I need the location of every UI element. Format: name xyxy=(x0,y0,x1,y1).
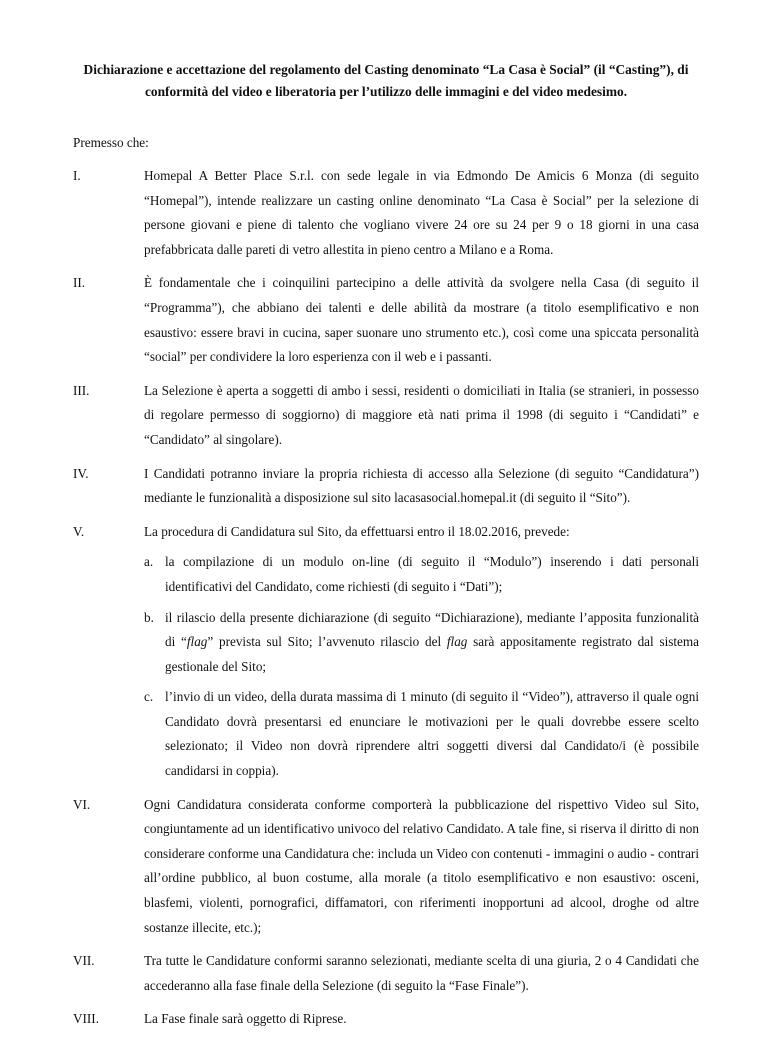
list-item xyxy=(73,793,699,941)
premises-list xyxy=(73,164,699,1041)
title-line-2: conformità del video e liberatoria per l’utilizzo delle immagini e del video medesimo. xyxy=(144,84,628,99)
sub-list-wrapper xyxy=(73,550,699,783)
list-item xyxy=(73,1007,699,1032)
item-number: VII. xyxy=(73,953,95,969)
sub-item-letter: a. xyxy=(144,554,154,570)
sub-list-item xyxy=(144,685,699,783)
intro-text: Premesso che: xyxy=(73,135,149,150)
item-text: Homepal A Better Place S.r.l. con sede legale in via Edmondo De Amicis 6 Monza (di seguito “Homepal”), intende realizzare un casting online denominato “La Casa è Social” per la selezione di persone giovani e piene di talento che vogliano vivere 24 ore su 24 per 9 o 18 giorni in una casa prefabbricata dalle pareti di vetro allestita in pieno centro a Milano e a Roma. xyxy=(144,168,699,257)
item-number: VI. xyxy=(73,796,91,812)
item-text: Ogni Candidatura considerata conforme comporterà la pubblicazione del rispettivo Video sul Sito, congiuntamente ad un identificativo univoco del relativo Candidato. A tale fine, si riserva il diritto di non considerare conforme una Candidatura che: includa un Video con contenuti - immagini o audio - contrari all’ordine pubblico, al buon costume, alla morale (a titolo esemplificativo e non esaustivo: osceni, blasfemi, violenti, pornografici, diffamatori, con riferimenti inopportuni ad alcool, droghe od altre sostanze illecite, etc.); xyxy=(144,796,699,935)
sub-list-item xyxy=(144,606,699,680)
list-item xyxy=(73,520,699,545)
document-title xyxy=(66,59,706,103)
item-number: II. xyxy=(73,275,86,291)
list-item xyxy=(73,164,699,262)
list-item xyxy=(73,462,699,511)
sub-item-letter: b. xyxy=(144,609,154,625)
sub-item-text-part: ” prevista sul Sito; l’avvenuto rilascio del xyxy=(207,634,447,650)
sub-list-item xyxy=(144,550,699,599)
item-text: La Fase finale sarà oggetto di Riprese. xyxy=(144,1011,347,1027)
item-text: La procedura di Candidatura sul Sito, da effettuarsi entro il 18.02.2016, prevede: xyxy=(144,523,570,539)
sub-item-text-part: sarà appositamente registrato dal sistema gestionale del Sito; xyxy=(165,634,700,674)
item-number: V. xyxy=(73,523,85,539)
item-text: La Selezione è aperta a soggetti di ambo i sessi, residenti o domiciliati in Italia (se stranieri, in possesso di regolare permesso di soggiorno) di maggiore età nati prima il 1998 (di seguito i “Candidati” e “Candidato” al singolare). xyxy=(144,382,699,447)
sub-item-text: la compilazione di un modulo on-line (di seguito il “Modulo”) inserendo i dati personali identificativi del Candidato, come richiesti (di seguito i “Dati”); xyxy=(165,554,699,594)
sub-item-text-part: il rilascio della presente dichiarazione (di seguito “Dichiarazione), mediante l’apposita funzionalità di “ xyxy=(165,609,699,650)
item-text: Tra tutte le Candidature conformi saranno selezionati, mediante scelta di una giuria, 2 o 4 Candidati che accederanno alla fase finale della Selezione (di seguito la “Fase Finale”). xyxy=(144,953,699,993)
list-item xyxy=(73,949,699,998)
list-item xyxy=(73,271,699,369)
flag-term: flag xyxy=(446,634,468,650)
sub-item-letter: c. xyxy=(144,689,154,705)
list-item xyxy=(73,379,699,453)
item-number: III. xyxy=(73,382,90,398)
title-line-1: Dichiarazione e accettazione del regolamento del Casting denominato “La Casa è Social” (il “Casting”), di xyxy=(83,62,689,77)
item-number: I. xyxy=(73,168,81,183)
item-number: IV. xyxy=(73,465,89,481)
sub-item-text: l’invio di un video, della durata massima di 1 minuto (di seguito il “Video”), attraverso il quale ogni Candidato dovrà presentarsi ed enunciare le motivazioni per le quali dovrebbe essere scelto selezionato; il Video non dovrà riprendere altri soggetti diversi dal Candidato/i (è possibile candidarsi in coppia). xyxy=(165,689,699,779)
item-text: I Candidati potranno inviare la propria richiesta di accesso alla Selezione (di seguito “Candidatura”) mediante le funzionalità a disposizione sul sito lacasasocial.homepal.it (di seguito il “Sito”). xyxy=(144,465,699,506)
item-number: VIII. xyxy=(73,1011,99,1027)
item-text: È fondamentale che i coinquilini partecipino a delle attività da svolgere nella Casa (di seguito il “Programma”), che abbiano dei talenti e delle abilità da mostrare (a titolo esemplificativo e non esaustivo: essere bravi in cucina, saper suonare uno strumento etc.), così come una spiccata personalità “social” per condividere la loro esperienza con il web e i passanti. xyxy=(144,275,699,365)
flag-term: flag xyxy=(186,634,208,650)
sub-list xyxy=(144,550,699,783)
